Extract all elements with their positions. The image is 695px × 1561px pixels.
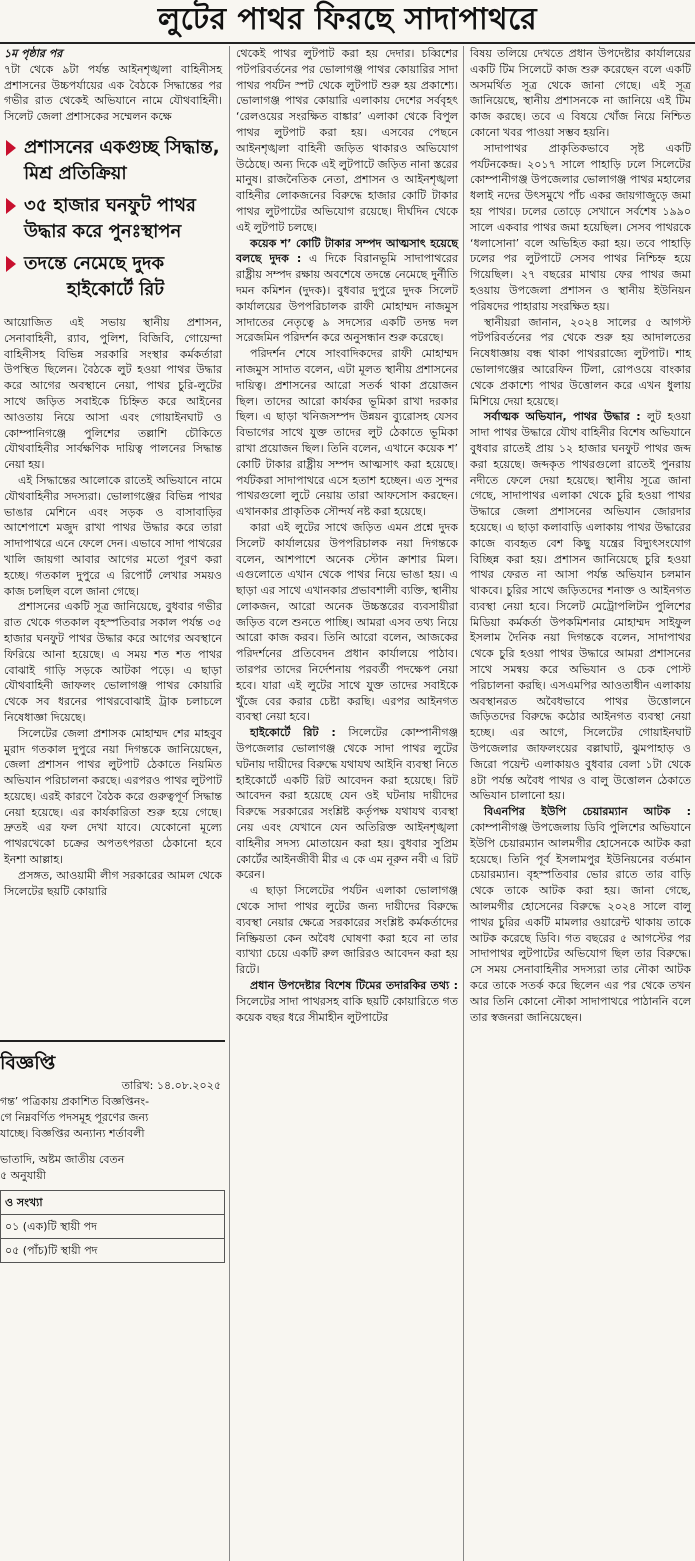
notice-line: গে নিম্নবর্ণিত পদসমূহ পূরণের জন্য [0, 1111, 149, 1124]
column-3 [470, 46, 691, 1025]
column-divider [229, 46, 230, 1561]
column-2 [236, 46, 458, 1025]
subhead: সর্বাত্মক অভিযান, পাথর উদ্ধার : [484, 410, 641, 424]
highlight-item [4, 135, 222, 187]
subhead-paragraph: হাইকোর্টে রিট : সিলেটের কোম্পানীগঞ্জ উপজেলার ভোলাগঞ্জ থেকে সাদা পাথর লুটের ঘটনায় দায়ীদের বিরুদ্ধে যথাযথ আইনি ব্যবস্থা নিতে হাইকোর্টে একটি রিট আবেদন করা হয়েছে। রিট আবেদন করা হয়েছে যেন ওই ঘটনায় দায়ীদের বিরুদ্ধে সরকারের সংশ্লিষ্ট কর্তৃপক্ষ যথাযথ ব্যবস্থা নেয় এবং যেখানে যেন অতিরিক্ত আইনশৃঙ্খলা বাহিনীর সদস্য মোতায়েন করা হয়। বুধবার সুপ্রিম কোর্টের আইনজীবী মীর এ কে এম নূরুন নবী এ রিট করেন। [236, 726, 458, 882]
body-paragraph: কারা এই লুটের সাথে জড়িত এমন প্রশ্নে দুদক সিলেট কার্যালয়ের উপপরিচালক নয়া দিগন্তকে বলেন, আশপাশে অনেক স্টোন ক্রাশার মিল। এগুলোতে এখান থেকে পাথর নিয়ে ভাঙা হয়। এ ছাড়া এর সাথে এখানকার প্রভাবশালী ব্যক্তি, স্থানীয় লোকজন, আরো অনেক উচ্চস্তরের ব্যবসায়ীরা জড়িত বলে শুনতে পাচ্ছি। আমরা এসব তথ্য নিয়ে আরো কাজ করব। তিনি আরো বলেন, আজকের পরিদর্শনের প্রতিবেদন প্রধান কার্যালয়ে পাঠাব। তারপর তাদের নির্দেশনায় পরবর্তী পদক্ষেপ নেয়া হবে। যারা এই লুটের সাথে যুক্ত তাদের সবাইকে খুঁজে বের করার চেষ্টা করছি। এরপর আইনগত ব্যবস্থা নেয়া হবে। [236, 520, 458, 724]
highlight-text: তদন্তে নেমেছে দুদক হাইকোর্টে রিট [24, 252, 165, 300]
subhead: হাইকোর্টে রিট : [250, 726, 336, 740]
notice-table [0, 1190, 225, 1263]
subhead: প্রধান উপদেষ্টার বিশেষ টিমের তদারকির তথ্য : [250, 979, 458, 993]
highlight-text: ৩৫ হাজার ঘনফুট পাথর উদ্ধার করে পুনঃস্থাপন [24, 194, 196, 242]
triangle-bullet-icon [6, 140, 16, 156]
body-paragraph: আয়োজিত এই সভায় স্থানীয় প্রশাসন, সেনাবাহিনী, র‍্যাব, পুলিশ, বিজিবি, গোয়েন্দা বাহিনীসহ বিভিন্ন সরকারি সংস্থার কর্মকর্তারা উপস্থিত ছিলেন। বৈঠকে লুট হওয়া পাথর উদ্ধার করে আগের অবস্থানে নেয়া, পাথর চুরি-লুটের সাথে জড়িত সবাইকে চিহ্নিত করে আইনের আওতায় নিয়ে আসা এবং গোয়াইনঘাট ও কোম্পানিগঞ্জে পুলিশের তল্লাশি চৌকিতে যৌথবাহিনীর সার্বক্ষণিক দায়িত্ব পালনের সিদ্ধান্ত নেয়া হয়। [4, 315, 222, 472]
table-row [1, 1215, 225, 1239]
triangle-bullet-icon [6, 198, 16, 214]
highlight-item [4, 251, 222, 303]
notice-box [0, 1046, 225, 1263]
subhead-paragraph: প্রধান উপদেষ্টার বিশেষ টিমের তদারকির তথ্য : সিলেটের সাদা পাথরসহ বাকি ছয়টি কোয়ারিতে গত কয়েক বছর ধরে সীমাহীন লুটপাটের [236, 979, 458, 1024]
body-paragraph: এই সিদ্ধান্তের আলোকে রাতেই অভিযানে নামে যৌথবাহিনীর সদস্যরা। ভোলাগঞ্জের বিভিন্ন পাথর ভাঙার মেশিনে এবং সড়ক ও বাসাবাড়ির আশেপাশে মজুদ রাখা পাথর উদ্ধার করে তারা সাদাপাথরে এনে ফেলে দেন। এভাবে সাদা পাথরের খালি জায়গা আবার আগের মতো পূরণ করা হচ্ছে। গতকাল দুপুরে এ রিপোর্ট লেখার সময়ও কাজ চলছিল বলে জানা গেছে। [4, 473, 222, 598]
highlight-item [4, 193, 222, 245]
notice-line: যাচ্ছে। বিজ্ঞপ্তির অন্যান্য শর্তাবলী [0, 1127, 145, 1140]
notice-title: বিজ্ঞপ্তি [0, 1052, 56, 1074]
triangle-bullet-icon [6, 256, 16, 272]
body-paragraph: বিষয় তলিয়ে দেখতে প্রধান উপদেষ্টার কার্যালয়ের একটি টিম সিলেটে কাজ শুরু করেছেন বলে একটি অসমর্থিত সূত্র থেকে জানা গেছে। এই সূত্র জানিয়েছে, স্থানীয় প্রশাসনকে না জানিয়ে এই টিম কাজ করছে। তবে এ বিষয়ে খোঁজ নিয়ে নিশ্চিত কোনো খবর পাওয়া সম্ভব হয়নি। [470, 47, 691, 139]
highlight-box [4, 135, 222, 303]
body-paragraph: পরিদর্শন শেষে সাংবাদিকদের রাফী মোহাম্মদ নাজমুস সাদাত বলেন, এটা মূলত স্থানীয় প্রশাসনের দায়িত্ব। প্রশাসনের আরো সতর্ক থাকা প্রয়োজন ছিল। তাদের আরো কার্যকর ভূমিকা রাখা দরকার ছিল। এ ছাড়া খনিজসম্পদ উন্নয়ন ব্যুরোসহ যেসব বিভাগের সাথে যুক্ত তাদের লুট ঠেকাতে ভূমিকা রাখা প্রয়োজন ছিল। তিনি বলেন, এখানে কয়েক শ’ কোটি টাকার রাষ্ট্রীয় সম্পদ আত্মসাৎ করা হয়েছে। পর্যটকরা সাদাপাথরে এসে হতাশ হচ্ছেন। এত সুন্দর পাথরগুলো লুটে নেয়ায় তারা আফসোস করছেন। এখানকার প্রাকৃতিক সৌন্দর্য নষ্ট করা হয়েছে। [236, 347, 458, 519]
notice-line: ভাতাদি, অষ্টম জাতীয় বেতন [0, 1153, 125, 1166]
subhead-paragraph: বিএনপির ইউপি চেয়ারম্যান আটক : কোম্পানীগঞ্জ উপজেলায় ডিবি পুলিশের অভিযানে ইউপি চেয়ারম্যান আলমগীর হোসেনকে আটক করা হয়েছে। তিনি পূর্ব ইসলামপুর ইউনিয়নের বর্তমান চেয়ারম্যান। বৃহস্পতিবার ভোর রাতে তার বাড়ি থেকে তাকে আটক করা হয়। জানা গেছে, আলমগীর হোসেনের বিরুদ্ধে ২০২৪ সালে বালু পাথর চুরির একটি মামলার ওয়ারেন্ট থাকায় তাকে আটক করেছে ডিবি। গত বছরের ৫ আগস্টের পর সাদাপাথর লুটপাটের অভিযোগ ছিল তার বিরুদ্ধে। সে সময় সেনাবাহিনীর সদস্যরা তার নৌকা আটক করে তাকে সতর্ক করে ছিলেন এর পর থেকে তখন আর তিনি কোনো নৌকা সাদাপাথরে পাঠাননি বলে তার স্বজনরা জানিয়েছেন। [470, 805, 691, 1024]
headline-rule [0, 42, 695, 44]
table-cell: ০১ (এক)টি স্থায়ী পদ [1, 1215, 225, 1239]
column-1 [4, 46, 222, 899]
table-row [1, 1191, 225, 1215]
subhead: কয়েক শ’ কোটি টাকার সম্পদ আত্মসাৎ হয়েছে বলছে দুদক : [236, 236, 458, 266]
headline: লুটের পাথর ফিরছে সাদাপাথরে [157, 2, 538, 37]
body-paragraph: এ ছাড়া সিলেটের পর্যটন এলাকা ভোলাগঞ্জ থেকে সাদা পাথর লুটের জন্য দায়ীদের বিরুদ্ধে ব্যবস্থা নেয়ার ক্ষেত্রে সরকারের সংশ্লিষ্ট কর্মকর্তাদের নিষ্ক্রিয়তা কেন অবৈধ ঘোষণা করা হবে না তার ব্যাখ্যা চেয়ে একটি রুল জারিরও আবেদন করা হয় রিটে। [236, 884, 458, 977]
column-divider [463, 46, 464, 1561]
body-paragraph: থেকেই পাথর লুটপাট করা হয় দেদার। চব্বিশের পটপরিবর্তনের পর ভোলাগঞ্জ পাথর কোয়ারির সাদা পাথর পর্যটন স্পট থেকে লুটপাট শুরু হয় প্রকাশ্যে। ভোলাগঞ্জ পাথর কোয়ারি এলাকায় দেশের সর্ববৃহৎ ‘রেলওয়ের সংরক্ষিত বাঙ্কার’ এলাকা থেকে বিপুল পাথর লুটপাট করা হয়। এসবের পেছনে আইনশৃঙ্খলা বাহিনী জড়িত থাকারও অভিযোগ উঠেছে। অন্য দিকে এই লুটপাটে জড়িত নানা স্তরের মানুষ। রাজনৈতিক নেতা, প্রশাসন ও আইনশৃঙ্খলা বাহিনীর লোকজনের বিরুদ্ধে হাজার কোটি টাকার পাথর লুটপাটের অভিযোগ রয়েছে। দীর্ঘদিন থেকে এই লুটপাট চলছে। [236, 47, 458, 234]
subhead: বিএনপির ইউপি চেয়ারম্যান আটক : [484, 805, 691, 819]
table-row [1, 1239, 225, 1263]
table-cell: ০৫ (পাঁচ)টি স্থায়ী পদ [1, 1239, 225, 1263]
body-paragraph: স্থানীয়রা জানান, ২০২৪ সালের ৫ আগস্ট পটপরিবর্তনের পর থেকে শুরু হয় আদালতের নিষেধাজ্ঞায় বন্ধ থাকা পাথররাজ্যে লুটপাট। শাহ ভোলাগঞ্জের আরেফিন টিলা, রোপওয়ে বাংকার থেকে প্রকাশ্যে পাথর উত্তোলন করে এখন ধুলায় মিশিয়ে দেয়া হয়েছে। [470, 315, 691, 408]
highlight-text: প্রশাসনের একগুচ্ছ সিদ্ধান্ত, মিশ্র প্রতিক্রিয়া [24, 136, 220, 184]
notice-line: ৫ অনুযায়ী [0, 1169, 46, 1182]
notice-rule [0, 1040, 225, 1042]
notice-date: তারিখ: ১৪.০৮.২০২৫ [121, 1079, 221, 1092]
table-header: ও সংখ্যা [1, 1191, 225, 1215]
continuation-paragraph: ১ম পৃষ্ঠার পর ৭টা থেকে ৯টা পর্যন্ত আইনশৃঙ্খলা বাহিনীসহ প্রশাসনের উচ্চপর্যায়ের এক বৈঠকে সিদ্ধান্তের পর গভীর রাত থেকেই অভিযানে নামে যৌথবাহিনী। সিলেট জেলা প্রশাসকের সম্মেলন কক্ষে [4, 47, 222, 124]
subhead-paragraph: কয়েক শ’ কোটি টাকার সম্পদ আত্মসাৎ হয়েছে বলছে দুদক : এ দিকে বিরানভূমি সাদাপাথরের রাষ্ট্রীয় সম্পদ রক্ষায় অবশেষে তদন্তে নেমেছে দুর্নীতি দমন কমিশন (দুদক)। বুধবার দুপুরে দুদক সিলেট কার্যালয়ের উপপরিচালক রাফী মোহাম্মদ নাজমুস সাদাতের নেতৃত্বে ৯ সদস্যের একটি তদন্ত দল সরেজমিন পরিদর্শন করে অনুসন্ধান শুরু করেছে। [236, 236, 458, 345]
body-paragraph: প্রসঙ্গত, আওয়ামী লীগ সরকারের আমল থেকে সিলেটের ছয়টি কোয়ারি [4, 868, 222, 898]
body-paragraph: সিলেটের জেলা প্রশাসক মোহাম্মদ শের মাহবুব মুরাদ গতকাল দুপুরে নয়া দিগন্তকে জানিয়েছেন, জেলা প্রশাসন পাথর লুটপাট ঠেকাতে নিয়মিত অভিযান পরিচালনা করছে। এরপরও পাথর লুটপাট হয়েছে। এরই কারণে বৈঠক করে গুরুত্বপূর্ণ সিদ্ধান্ত নেয়া হয়েছে। এর কার্যকারিতা শুরু হয়ে গেছে। দ্রুতই এর ফল দেখা যাবে। যেকোনো মূল্যে পাথরখেকো চক্রের অপতৎপরতা ঠেকানো হবে ইনশা আল্লাহ। [4, 726, 222, 867]
continuation-label: ১ম পৃষ্ঠার পর [4, 47, 63, 60]
subhead-paragraph: সর্বাত্মক অভিযান, পাথর উদ্ধার : লুট হওয়া সাদা পাথর উদ্ধারে যৌথ বাহিনীর বিশেষ অভিযানে বুধবার রাতেই প্রায় ১২ হাজার ঘনফুট পাথর জব্দ করা হয়েছে। জব্দকৃত পাথরগুলো রাতেই পুনরায় নদীতে ফেলে দেয়া হয়েছে। স্থানীয় সূত্রে জানা গেছে, সাদাপাথর এলাকা থেকে চুরি হওয়া পাথর উদ্ধারে জেলা প্রশাসনের অভিযান জোরদার হয়েছে। এ ছাড়া কলাবাড়ি এলাকায় পাথর উদ্ধারের কাজে ব্যবহৃত বেশ কিছু যন্ত্রের বিদ্যুৎসংযোগ বিচ্ছিন্ন করা হয়। প্রশাসন জানিয়েছে চুরি হওয়া পাথর ফেরত না আসা পর্যন্ত অভিযান চলমান থাকবে। চুরির সাথে জড়িতদের শনাক্ত ও আইনগত ব্যবস্থা নেয়া হবে। সিলেট মেট্রোপলিটন পুলিশের মিডিয়া কর্মকর্তা উপকমিশনার মোহাম্মদ সাইফুল ইসলাম দৈনিক নয়া দিগন্তকে বলেন, সাদাপাথর থেকে চুরি হওয়া পাথর উদ্ধারে আমরা প্রশাসনের সাথে সমন্বয় করে অভিযান ও চেক পোস্ট পরিচালনা করছি। এসএমপির আওতাধীন এলাকায় অবস্থানরত অবৈধভাবে পাথর উত্তোলনে জড়িতদের বিরুদ্ধে কঠোর আইনগত ব্যবস্থা নেয়া হচ্ছে। এর আগে, সিলেটের গোয়াইনঘাট উপজেলার জাফলংয়ের বল্লাঘাট, ঝুমপাহাড় ও জিরো পয়েন্ট এলাকায়ও বুধবার বেলা ১টা থেকে ৪টা পর্যন্ত অবৈধ পাথর ও বালু উত্তোলন ঠেকাতে অভিযান চালানো হয়। [470, 410, 691, 803]
body-paragraph: প্রশাসনের একটি সূত্র জানিয়েছে, বুধবার গভীর রাত থেকে গতকাল বৃহস্পতিবার সকাল পর্যন্ত ৩৫ হাজার ঘনফুট পাথর উদ্ধার করে আগের অবস্থানে ফিরিয়ে আনা হয়েছে। এ সময় শত শত পাথর বোঝাই গাড়ি সড়কে আটকা পড়ে। এ ছাড়া যৌথবাহিনী জাফলং ভোলাগঞ্জ পাথর কোয়ারি থেকে সব ধরনের পাথরবোঝাই ট্রাক চলাচলে নিষেধাজ্ঞা দিয়েছে। [4, 600, 222, 724]
notice-line: গন্ত’ পত্রিকায় প্রকাশিত বিজ্ঞপ্তিনং- [0, 1095, 150, 1108]
body-paragraph: সাদাপাথর প্রাকৃতিকভাবে সৃষ্ট একটি পর্যটনকেন্দ্র। ২০১৭ সালে পাহাড়ি ঢলে সিলেটের কোম্পানীগঞ্জ উপজেলার ভোলাগঞ্জ পাথর মহালের ধলাই নদের উৎসমুখে পাঁচ একর জায়গাজুড়ে জমা হয় পাথর। ঢলের তোড়ে সেখানে সর্বশেষ ১৯৯০ সালে একবার পাথর জমা হয়েছিল। সেসব পাথরকে ‘ধলাসোনা’ বলে অভিহিত করা হয়। তবে পাহাড়ি ঢলের পর লুটপাটে সেসব পাথর নিশ্চিহ্ন হয়ে গিয়েছিল। ২৭ বছরের মাথায় ফের পাথর জমা হওয়ায় উপজেলা প্রশাসন ও স্থানীয় ইউনিয়ন পরিষদের পাহারায় সংরক্ষিত হয়। [470, 141, 691, 313]
